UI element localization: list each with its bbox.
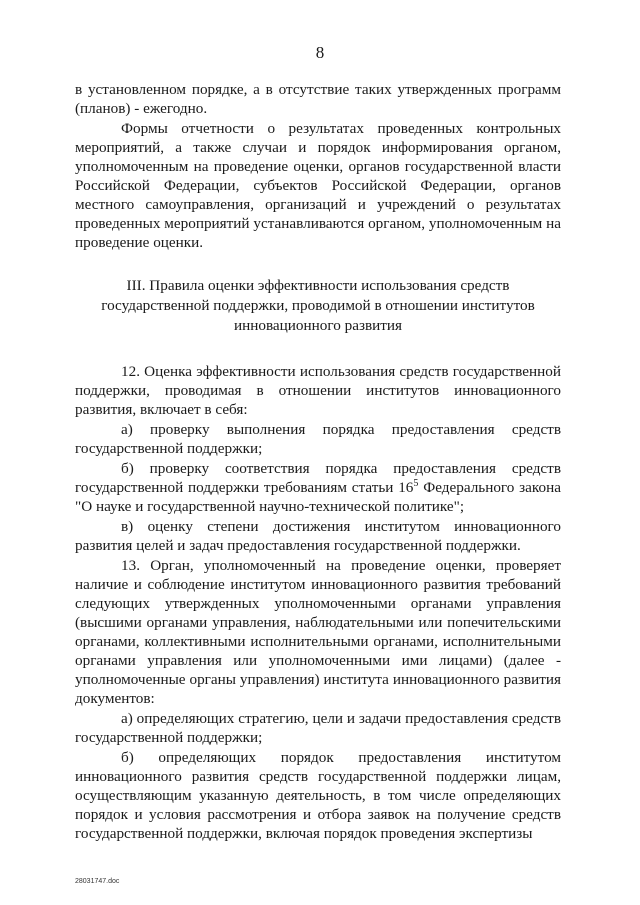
paragraph-12-c: в) оценку степени достижения институтом инновационного развития целей и задач предоставления государственной поддержки.	[75, 518, 561, 554]
paragraph-reporting-forms: Формы отчетности о результатах проведенных контрольных мероприятий, а также случаи и порядок информирования органом, уполномоченным на проведение оценки, органов государственной власти Российской Федерации, субъектов Российской Федерации, органов местного самоуправления, организаций и учреждений о результатах проведенных мероприятий устанавливаются органом, уполномоченным на проведение оценки.	[75, 120, 561, 251]
paragraph-13-b: б) определяющих порядок предоставления институтом инновационного развития средств государственной поддержки лицам, осуществляющим указанную деятельность, в том числе определяющих порядок и условия рассмотрения и отбора заявок на получение средств государственной поддержки, включая порядок проведения экспертизы	[75, 749, 561, 842]
paragraph-12: 12. Оценка эффективности использования средств государственной поддержки, проводимая в отношении институтов инновационного развития, включает в себя:	[75, 363, 561, 418]
paragraph-12-b	[75, 459, 561, 516]
paragraph-12-a: а) проверку выполнения порядка предоставления средств государственной поддержки;	[75, 421, 561, 457]
section-heading	[75, 276, 561, 336]
section-heading-line: государственной поддержки, проводимой в отношении институтов	[101, 297, 535, 314]
document-file-id: 28031747.doc	[75, 878, 120, 885]
article-superscript: 5	[413, 477, 419, 489]
paragraph-12-b-text-end: Федерального закона "О науке и государственной научно-технической политике";	[75, 479, 561, 515]
paragraph-12-b-text: б) проверку соответствия порядка предоставления средств государственной поддержки требованиям статьи 16	[75, 460, 561, 496]
section-heading-line: инновационного развития	[233, 317, 402, 334]
paragraph-continuation: в установленном порядке, а в отсутствие таких утвержденных программ (планов) - ежегодно.	[75, 81, 561, 117]
paragraph-13: 13. Орган, уполномоченный на проведение оценки, проверяет наличие и соблюдение институтом инновационного развития требований следующих утвержденных уполномоченными органами управления (высшими органами управления, наблюдательными или попечительскими органами, коллективными исполнительными органами, исполнительными органами управления или уполномоченными ими лицами) (далее - уполномоченные органы управления) института инновационного развития документов:	[75, 557, 561, 707]
paragraph-13-a: а) определяющих стратегию, цели и задачи предоставления средств государственной поддержки;	[75, 710, 561, 746]
page-number: 8	[315, 43, 325, 62]
section-heading-line: III. Правила оценки эффективности использования средств	[126, 277, 510, 294]
document-body	[75, 80, 561, 844]
